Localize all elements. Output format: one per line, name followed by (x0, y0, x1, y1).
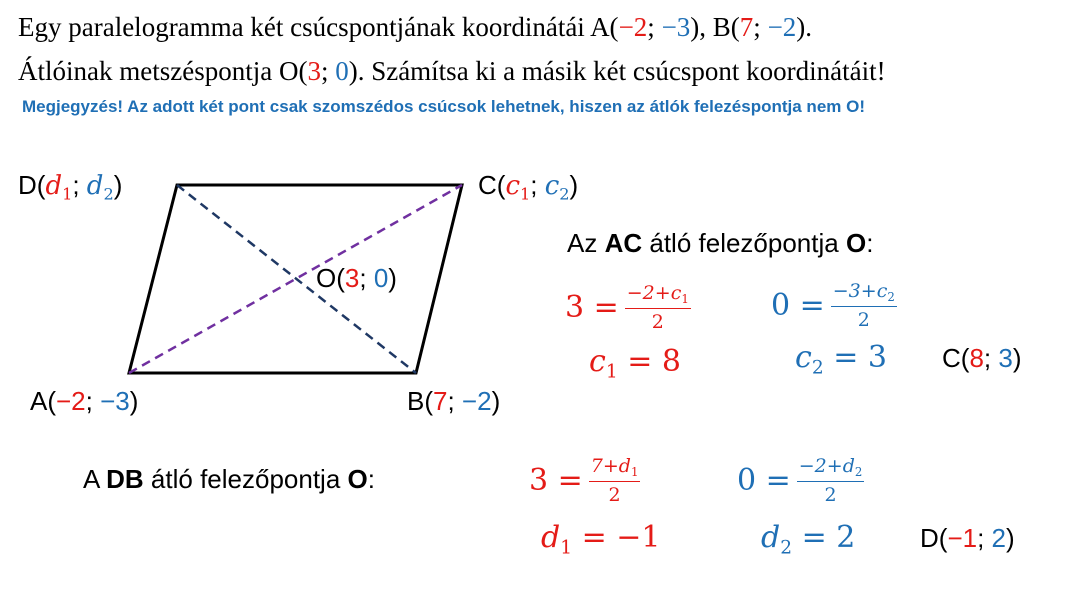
problem-statement-line-2 (18, 56, 886, 87)
label-B (407, 386, 500, 417)
label-text: C( (478, 170, 506, 200)
subscript: 1 (630, 465, 639, 480)
separator: ) (491, 386, 501, 416)
denominator: 2 (608, 484, 621, 507)
d1 (45, 171, 73, 204)
separator: ) (569, 170, 579, 200)
d2 (86, 171, 114, 204)
separator: ) (1012, 343, 1022, 373)
value: = 8 (617, 344, 681, 379)
text-bold: O (845, 228, 867, 258)
c1 (505, 171, 531, 204)
lhs: 0 = (737, 463, 791, 499)
point-A-x: −2 (618, 12, 648, 42)
separator: ) (1006, 523, 1015, 553)
value: = −1 (572, 520, 661, 555)
numerator: 7+d (590, 455, 631, 477)
label-D (18, 170, 122, 204)
label-text: B( (407, 386, 433, 416)
numerator: −3+c (832, 280, 888, 302)
db-equation-1 (529, 455, 640, 506)
separator: ; (85, 386, 101, 416)
subscript: 1 (520, 184, 531, 204)
value: = 3 (823, 340, 887, 375)
subscript: 2 (559, 184, 570, 204)
label-text: C( (942, 343, 970, 373)
var: d (86, 171, 104, 201)
label-C (478, 170, 578, 204)
subscript: 1 (62, 184, 73, 204)
A-x: −2 (56, 386, 86, 416)
ac-result-1 (589, 344, 681, 383)
subscript: 2 (887, 290, 895, 305)
label-O (316, 263, 397, 294)
subscript: 2 (103, 184, 114, 204)
separator: ; (983, 343, 999, 373)
subscript: 2 (811, 357, 824, 379)
label-A (30, 386, 138, 417)
separator: ; (72, 170, 87, 200)
problem-text-3: ). Számítsa ki a másik két csúcspont koordinátáit! (348, 56, 886, 86)
label-text: D( (18, 170, 46, 200)
var: d (761, 520, 781, 555)
c2 (544, 171, 570, 204)
text-bold: AC (604, 228, 643, 258)
C-x: 8 (969, 343, 984, 373)
separator: ; (447, 386, 462, 416)
subscript: 1 (560, 537, 573, 559)
text-bold: DB (106, 464, 144, 494)
db-result-2 (761, 520, 855, 559)
fraction (625, 282, 691, 333)
numerator: −2+d (798, 455, 855, 477)
C-y: 3 (998, 343, 1013, 373)
text: A (83, 464, 107, 494)
subscript: 1 (681, 292, 689, 307)
label-text: A( (30, 386, 56, 416)
D-y: 2 (991, 523, 1007, 553)
var: c (544, 171, 560, 201)
ac-equation-2 (771, 280, 897, 331)
problem-text-1: Egy paralelogramma két csúcspontjának koordinátái A( (18, 12, 619, 42)
ac-title (567, 228, 873, 259)
text: átló felezőpontja (642, 228, 846, 258)
result-D (920, 523, 1015, 554)
separator: ) (388, 263, 397, 293)
text: átló felezőpontja (143, 464, 348, 494)
O-y: 0 (373, 263, 389, 293)
B-y: −2 (461, 386, 492, 416)
ac-equation-1 (565, 282, 691, 333)
var: c (795, 340, 812, 375)
denominator: 2 (824, 484, 837, 507)
fraction (589, 455, 641, 506)
fraction (831, 280, 897, 331)
var: c (505, 171, 520, 201)
separator: ; (359, 263, 374, 293)
A-y: −3 (100, 386, 130, 416)
text: Az (567, 228, 605, 258)
text: : (367, 464, 375, 494)
text: : (866, 228, 874, 258)
separator: ) (129, 386, 139, 416)
separator: ; (320, 56, 336, 86)
var: d (541, 520, 561, 555)
denominator: 2 (651, 311, 664, 334)
text-bold: O (347, 464, 368, 494)
separator: ; (977, 523, 992, 553)
lhs: 3 = (565, 290, 619, 326)
point-O-x: 3 (307, 56, 321, 86)
label-text: O( (316, 263, 345, 293)
problem-text-2: Átlóinak metszéspontja O( (18, 56, 308, 86)
separator: ) (113, 170, 123, 200)
lhs: 0 = (771, 288, 825, 324)
B-x: 7 (433, 386, 448, 416)
separator: ; (530, 170, 545, 200)
fraction (797, 455, 865, 506)
O-x: 3 (344, 263, 360, 293)
point-O-y: 0 (335, 56, 349, 86)
problem-statement-line-1 (18, 12, 812, 43)
subscript: 2 (780, 537, 793, 559)
point-B-y: −2 (767, 12, 797, 42)
db-title (83, 464, 375, 495)
db-equation-2 (737, 455, 864, 506)
point-B-x: 7 (739, 12, 754, 42)
point-A-y: −3 (661, 12, 691, 42)
note-text: Megjegyzés! Az adott két pont csak szomszédos csúcsok lehetnek, hiszen az átlók felezéspontja nem O! (22, 97, 865, 116)
separator: ). (796, 12, 813, 42)
result-C (942, 343, 1022, 374)
var: c (589, 344, 606, 379)
value: = 2 (792, 520, 856, 555)
D-x: −1 (947, 523, 978, 553)
var: d (45, 171, 63, 201)
numerator: −2+c (626, 282, 682, 304)
separator: ; (647, 12, 662, 42)
separator: ; (753, 12, 768, 42)
subscript: 2 (854, 465, 863, 480)
label-text: D( (920, 523, 948, 553)
db-result-1 (541, 520, 661, 559)
ac-result-2 (795, 340, 887, 379)
lhs: 3 = (529, 463, 583, 499)
subscript: 1 (605, 361, 618, 383)
denominator: 2 (857, 309, 870, 332)
separator: ), B( (690, 12, 740, 42)
